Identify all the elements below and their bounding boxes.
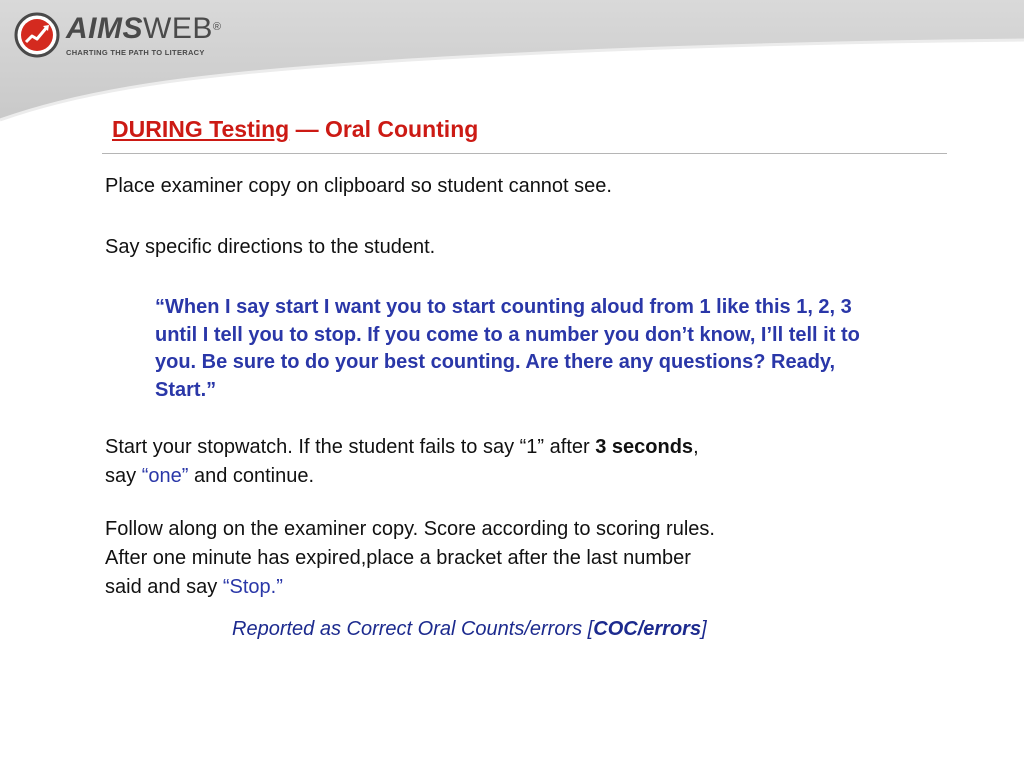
emphasis-3-seconds: 3 seconds: [595, 436, 694, 458]
instruction-clipboard: Place examiner copy on clipboard so student cannot see.: [105, 175, 612, 197]
instruction-stopwatch: Start your stopwatch. If the student fails to say “1” after 3 seconds, say “one” and continue.: [105, 436, 699, 487]
prompt-stop: “Stop.”: [222, 576, 283, 598]
title-underlined: DURING Testing: [112, 116, 290, 142]
aimsweb-logo: [14, 12, 221, 58]
chart-arrow-logo-icon: [14, 12, 60, 58]
slide-title: [112, 116, 478, 143]
brand-name: AIMSWEB®: [66, 12, 222, 45]
reported-as-note: Reported as Correct Oral Counts/errors [COC/errors]: [232, 618, 707, 640]
prompt-one: “one”: [141, 465, 189, 487]
brand-tagline: CHARTING THE PATH TO LITERACY: [66, 48, 205, 57]
student-directions-quote: “When I say start I want you to start counting aloud from 1 like this 1, 2, 3 until I tell you to stop. If you come to a number you don’t know, I’ll tell it to you. Be sure to do your best counting. Are there any questions? Ready, Start.”: [155, 296, 860, 401]
title-rest: — Oral Counting: [289, 116, 479, 142]
emphasis-coc-errors: COC/errors: [593, 618, 702, 640]
title-divider: [102, 153, 947, 154]
instruction-scoring: Follow along on the examiner copy. Score according to scoring rules. After one minute has expired,place a bracket after the last number said and say “Stop.”: [105, 518, 715, 598]
instruction-directions: Say specific directions to the student.: [105, 236, 436, 258]
